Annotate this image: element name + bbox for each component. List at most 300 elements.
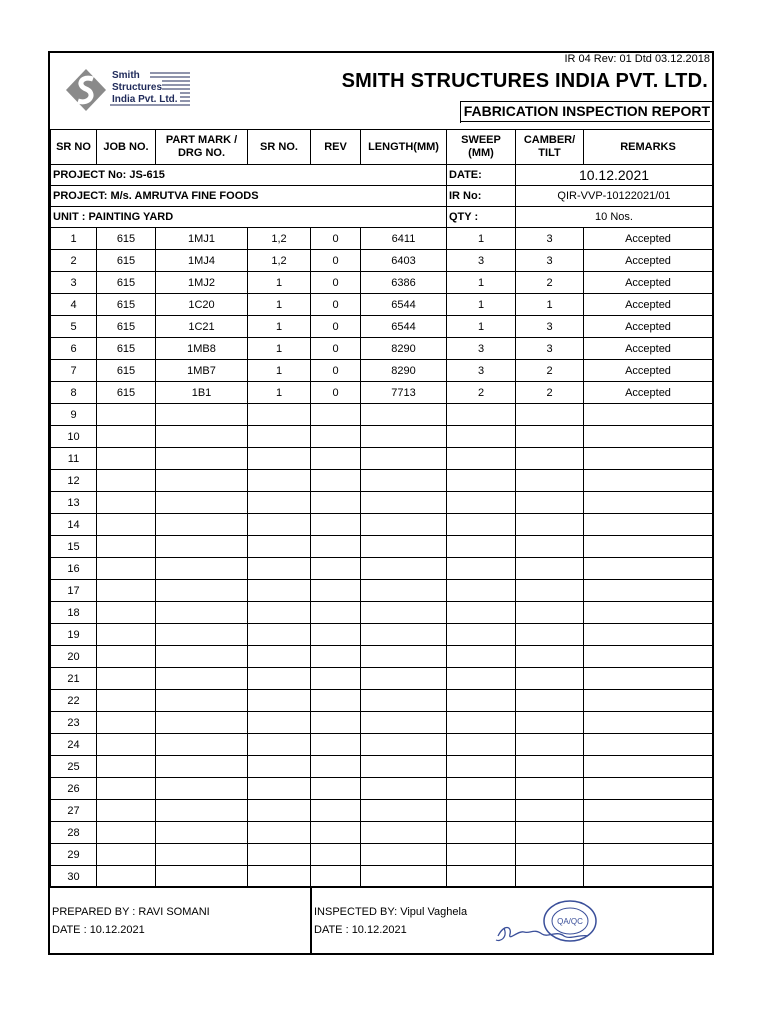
table-row bbox=[51, 756, 713, 778]
table-cell bbox=[248, 844, 311, 866]
table-cell bbox=[516, 712, 584, 734]
table-row bbox=[51, 558, 713, 580]
table-cell bbox=[516, 602, 584, 624]
table-cell bbox=[447, 844, 516, 866]
table-cell bbox=[248, 756, 311, 778]
column-header-line: TILT bbox=[538, 147, 561, 159]
table-cell bbox=[156, 580, 248, 602]
table-cell bbox=[447, 624, 516, 646]
table-cell bbox=[361, 624, 447, 646]
table-row bbox=[51, 602, 713, 624]
table-header-row bbox=[51, 130, 713, 165]
table-cell bbox=[156, 690, 248, 712]
table-cell bbox=[584, 558, 713, 580]
table-cell bbox=[516, 404, 584, 426]
table-cell bbox=[584, 866, 713, 888]
table-cell bbox=[447, 866, 516, 888]
table-cell bbox=[361, 866, 447, 888]
table-cell: 615 bbox=[97, 316, 156, 338]
table-cell bbox=[156, 668, 248, 690]
table-cell: 6386 bbox=[361, 272, 447, 294]
table-cell: 1B1 bbox=[156, 382, 248, 404]
table-cell bbox=[516, 624, 584, 646]
table-cell bbox=[97, 712, 156, 734]
table-cell: 18 bbox=[51, 602, 97, 624]
table-cell bbox=[516, 536, 584, 558]
table-cell bbox=[156, 646, 248, 668]
table-cell: 28 bbox=[51, 822, 97, 844]
table-cell bbox=[584, 712, 713, 734]
table-cell bbox=[447, 646, 516, 668]
table-cell bbox=[248, 646, 311, 668]
table-cell: 1MB8 bbox=[156, 338, 248, 360]
table-row bbox=[51, 382, 713, 404]
table-cell bbox=[97, 470, 156, 492]
table-cell bbox=[311, 734, 361, 756]
table-cell: 3 bbox=[447, 338, 516, 360]
table-cell bbox=[248, 778, 311, 800]
table-cell bbox=[156, 536, 248, 558]
logo-line: Smith bbox=[112, 70, 140, 81]
table-cell bbox=[311, 822, 361, 844]
table-cell bbox=[447, 470, 516, 492]
table-cell: 1 bbox=[516, 294, 584, 316]
table-cell bbox=[584, 800, 713, 822]
table-cell bbox=[248, 602, 311, 624]
table-cell: 9 bbox=[51, 404, 97, 426]
table-cell bbox=[361, 536, 447, 558]
column-header-line: SR NO. bbox=[260, 140, 298, 153]
table-cell: 6544 bbox=[361, 294, 447, 316]
company-name: SMITH STRUCTURES INDIA PVT. LTD. bbox=[341, 70, 708, 92]
column-header-line: REMARKS bbox=[620, 140, 676, 153]
table-cell: 615 bbox=[97, 382, 156, 404]
table-cell bbox=[311, 646, 361, 668]
table-cell bbox=[447, 492, 516, 514]
table-cell bbox=[311, 690, 361, 712]
table-cell bbox=[97, 536, 156, 558]
table-cell bbox=[97, 602, 156, 624]
table-cell bbox=[447, 558, 516, 580]
table-cell bbox=[447, 514, 516, 536]
table-cell bbox=[156, 558, 248, 580]
table-cell: 22 bbox=[51, 690, 97, 712]
table-cell: 2 bbox=[516, 382, 584, 404]
table-row bbox=[51, 404, 713, 426]
table-cell bbox=[97, 624, 156, 646]
table-cell bbox=[447, 734, 516, 756]
table-cell: 16 bbox=[51, 558, 97, 580]
table-cell bbox=[584, 822, 713, 844]
table-cell: 0 bbox=[311, 360, 361, 382]
table-cell bbox=[584, 646, 713, 668]
table-cell: Accepted bbox=[584, 316, 713, 338]
inspection-table bbox=[50, 129, 713, 888]
table-cell: 0 bbox=[311, 228, 361, 250]
table-cell bbox=[447, 448, 516, 470]
table-cell: Accepted bbox=[584, 382, 713, 404]
table-cell bbox=[156, 404, 248, 426]
table-row bbox=[51, 624, 713, 646]
table-cell bbox=[311, 756, 361, 778]
unit-name: UNIT : PAINTING YARD bbox=[51, 207, 447, 228]
column-header-line: SR NO bbox=[56, 140, 91, 153]
table-cell: 1MB7 bbox=[156, 360, 248, 382]
stamp-text: QA/QC bbox=[557, 917, 583, 926]
table-cell bbox=[584, 690, 713, 712]
table-cell bbox=[584, 778, 713, 800]
table-cell bbox=[248, 580, 311, 602]
table-row bbox=[51, 580, 713, 602]
table-cell bbox=[311, 602, 361, 624]
table-cell bbox=[311, 668, 361, 690]
table-cell: 4 bbox=[51, 294, 97, 316]
table-cell bbox=[361, 514, 447, 536]
table-cell: 24 bbox=[51, 734, 97, 756]
table-cell bbox=[156, 426, 248, 448]
project-name: PROJECT: M/s. AMRUTVA FINE FOODS bbox=[51, 186, 447, 207]
table-cell bbox=[516, 734, 584, 756]
table-cell bbox=[516, 668, 584, 690]
table-cell bbox=[156, 602, 248, 624]
column-header-line: PART MARK / bbox=[165, 134, 238, 146]
project-number: PROJECT No: JS-615 bbox=[51, 165, 447, 186]
table-row bbox=[51, 712, 713, 734]
table-cell: 29 bbox=[51, 844, 97, 866]
table-cell bbox=[361, 646, 447, 668]
table-cell bbox=[311, 404, 361, 426]
qty-value: 10 Nos. bbox=[516, 207, 713, 228]
table-cell bbox=[311, 470, 361, 492]
table-cell bbox=[156, 756, 248, 778]
table-row bbox=[51, 338, 713, 360]
table-cell bbox=[248, 558, 311, 580]
table-cell bbox=[311, 712, 361, 734]
table-cell bbox=[156, 470, 248, 492]
table-cell bbox=[156, 712, 248, 734]
table-cell bbox=[311, 624, 361, 646]
table-cell: 6411 bbox=[361, 228, 447, 250]
prepared-by: PREPARED BY : RAVI SOMANI bbox=[52, 906, 210, 918]
table-cell bbox=[97, 866, 156, 888]
table-cell bbox=[447, 756, 516, 778]
table-cell bbox=[447, 690, 516, 712]
table-cell: 0 bbox=[311, 316, 361, 338]
table-cell bbox=[311, 426, 361, 448]
table-cell bbox=[156, 822, 248, 844]
table-cell bbox=[248, 492, 311, 514]
table-row bbox=[51, 448, 713, 470]
table-cell bbox=[97, 448, 156, 470]
table-cell bbox=[361, 404, 447, 426]
table-row bbox=[51, 316, 713, 338]
table-row bbox=[51, 734, 713, 756]
table-cell bbox=[361, 580, 447, 602]
table-cell bbox=[248, 404, 311, 426]
table-cell bbox=[156, 734, 248, 756]
table-cell: 1 bbox=[447, 228, 516, 250]
date-label: DATE: bbox=[447, 165, 516, 186]
table-cell bbox=[584, 426, 713, 448]
table-cell bbox=[248, 822, 311, 844]
table-row bbox=[51, 492, 713, 514]
column-header-line: SWEEP bbox=[461, 134, 501, 146]
table-cell bbox=[584, 470, 713, 492]
table-cell bbox=[156, 800, 248, 822]
table-cell bbox=[248, 800, 311, 822]
inspection-report-sheet bbox=[48, 51, 714, 955]
table-cell bbox=[248, 514, 311, 536]
table-cell bbox=[584, 448, 713, 470]
table-cell: 615 bbox=[97, 272, 156, 294]
table-row bbox=[51, 514, 713, 536]
table-row bbox=[51, 360, 713, 382]
table-row bbox=[51, 646, 713, 668]
table-cell bbox=[311, 580, 361, 602]
table-row bbox=[51, 778, 713, 800]
table-cell bbox=[516, 844, 584, 866]
table-cell: 5 bbox=[51, 316, 97, 338]
table-cell bbox=[361, 800, 447, 822]
table-cell: 11 bbox=[51, 448, 97, 470]
table-cell bbox=[361, 470, 447, 492]
table-cell: 10 bbox=[51, 426, 97, 448]
table-cell: 0 bbox=[311, 294, 361, 316]
table-cell: 1,2 bbox=[248, 228, 311, 250]
table-cell: 13 bbox=[51, 492, 97, 514]
table-cell bbox=[516, 448, 584, 470]
table-cell bbox=[516, 690, 584, 712]
table-cell bbox=[516, 800, 584, 822]
table-cell: 1 bbox=[248, 338, 311, 360]
table-cell: 7 bbox=[51, 360, 97, 382]
table-cell: 23 bbox=[51, 712, 97, 734]
table-row bbox=[51, 668, 713, 690]
table-cell bbox=[447, 800, 516, 822]
table-row bbox=[51, 470, 713, 492]
company-logo bbox=[60, 63, 190, 117]
table-cell bbox=[584, 514, 713, 536]
table-cell: 6544 bbox=[361, 316, 447, 338]
table-cell bbox=[516, 580, 584, 602]
table-cell bbox=[361, 492, 447, 514]
table-cell bbox=[97, 580, 156, 602]
table-cell bbox=[248, 712, 311, 734]
report-title-underline bbox=[461, 121, 710, 122]
table-cell: 1 bbox=[51, 228, 97, 250]
table-cell bbox=[584, 602, 713, 624]
table-cell: 2 bbox=[447, 382, 516, 404]
column-header-length bbox=[361, 130, 447, 165]
column-header-line: DRG NO. bbox=[177, 147, 226, 159]
table-cell: 3 bbox=[51, 272, 97, 294]
table-cell bbox=[248, 624, 311, 646]
table-cell bbox=[361, 844, 447, 866]
table-cell bbox=[516, 514, 584, 536]
table-cell: 1 bbox=[248, 294, 311, 316]
inspected-date: DATE : 10.12.2021 bbox=[314, 924, 407, 936]
table-cell bbox=[516, 866, 584, 888]
table-cell bbox=[361, 448, 447, 470]
table-cell bbox=[248, 536, 311, 558]
table-cell bbox=[97, 800, 156, 822]
table-cell bbox=[156, 624, 248, 646]
column-header-sr-no bbox=[51, 130, 97, 165]
table-cell: 3 bbox=[516, 316, 584, 338]
table-cell bbox=[447, 404, 516, 426]
table-cell: Accepted bbox=[584, 338, 713, 360]
inspected-by: INSPECTED BY: Vipul Vaghela bbox=[314, 906, 468, 918]
table-cell: 3 bbox=[447, 360, 516, 382]
table-row bbox=[51, 822, 713, 844]
table-cell bbox=[97, 778, 156, 800]
table-cell bbox=[97, 668, 156, 690]
table-cell: 615 bbox=[97, 250, 156, 272]
table-cell bbox=[447, 668, 516, 690]
table-cell bbox=[248, 470, 311, 492]
table-cell bbox=[97, 690, 156, 712]
table-cell bbox=[156, 844, 248, 866]
table-cell bbox=[516, 756, 584, 778]
table-cell bbox=[516, 426, 584, 448]
table-cell bbox=[248, 426, 311, 448]
ir-value: QIR-VVP-10122021/01 bbox=[516, 186, 713, 207]
table-cell: 0 bbox=[311, 250, 361, 272]
table-cell bbox=[361, 778, 447, 800]
column-header-sweep bbox=[447, 130, 516, 165]
table-cell: 3 bbox=[516, 228, 584, 250]
table-cell bbox=[584, 734, 713, 756]
table-cell bbox=[97, 822, 156, 844]
table-row bbox=[51, 426, 713, 448]
column-header-line: JOB NO. bbox=[103, 140, 149, 153]
table-row bbox=[51, 294, 713, 316]
table-cell: 1 bbox=[248, 316, 311, 338]
table-cell: 1 bbox=[447, 272, 516, 294]
column-header-rev bbox=[311, 130, 361, 165]
table-cell: 20 bbox=[51, 646, 97, 668]
table-cell: Accepted bbox=[584, 250, 713, 272]
table-cell: 27 bbox=[51, 800, 97, 822]
qa-qc-stamp-with-signature bbox=[490, 894, 618, 952]
table-cell bbox=[584, 580, 713, 602]
table-cell bbox=[584, 404, 713, 426]
table-cell bbox=[516, 778, 584, 800]
table-cell bbox=[97, 558, 156, 580]
table-cell: 1 bbox=[248, 272, 311, 294]
table-cell: 615 bbox=[97, 360, 156, 382]
table-cell: 26 bbox=[51, 778, 97, 800]
table-cell bbox=[311, 800, 361, 822]
table-cell: 1 bbox=[248, 382, 311, 404]
table-cell bbox=[361, 426, 447, 448]
table-cell: 14 bbox=[51, 514, 97, 536]
table-row bbox=[51, 536, 713, 558]
column-header-remarks bbox=[584, 130, 713, 165]
table-cell bbox=[156, 866, 248, 888]
table-cell bbox=[97, 404, 156, 426]
table-cell bbox=[97, 514, 156, 536]
table-cell: 12 bbox=[51, 470, 97, 492]
table-cell bbox=[311, 536, 361, 558]
table-row bbox=[51, 844, 713, 866]
signature-footer bbox=[50, 886, 712, 955]
table-cell bbox=[584, 536, 713, 558]
table-cell bbox=[516, 822, 584, 844]
table-cell: Accepted bbox=[584, 294, 713, 316]
column-header-camber bbox=[516, 130, 584, 165]
table-cell: 1 bbox=[447, 294, 516, 316]
table-cell bbox=[447, 426, 516, 448]
table-cell: 2 bbox=[51, 250, 97, 272]
table-cell bbox=[447, 712, 516, 734]
table-cell bbox=[311, 558, 361, 580]
table-cell: Accepted bbox=[584, 272, 713, 294]
table-cell bbox=[361, 690, 447, 712]
table-cell bbox=[156, 492, 248, 514]
table-cell: 6403 bbox=[361, 250, 447, 272]
date-value: 10.12.2021 bbox=[516, 165, 713, 186]
table-cell: 8 bbox=[51, 382, 97, 404]
table-row bbox=[51, 250, 713, 272]
table-cell bbox=[361, 602, 447, 624]
table-cell: 19 bbox=[51, 624, 97, 646]
table-cell: 1MJ2 bbox=[156, 272, 248, 294]
column-header-line: CAMBER/ bbox=[523, 134, 576, 146]
table-cell: 25 bbox=[51, 756, 97, 778]
table-cell bbox=[311, 492, 361, 514]
table-cell bbox=[97, 734, 156, 756]
table-cell: 615 bbox=[97, 338, 156, 360]
table-cell: 1C21 bbox=[156, 316, 248, 338]
table-cell bbox=[311, 866, 361, 888]
table-cell: 21 bbox=[51, 668, 97, 690]
table-cell: Accepted bbox=[584, 360, 713, 382]
prepared-date: DATE : 10.12.2021 bbox=[52, 924, 145, 936]
table-cell: 1 bbox=[248, 360, 311, 382]
table-cell bbox=[447, 822, 516, 844]
table-cell: 15 bbox=[51, 536, 97, 558]
table-cell: Accepted bbox=[584, 228, 713, 250]
table-cell bbox=[248, 690, 311, 712]
report-title: FABRICATION INSPECTION REPORT bbox=[463, 103, 710, 119]
column-header-job-no bbox=[97, 130, 156, 165]
table-cell bbox=[447, 536, 516, 558]
table-cell bbox=[447, 580, 516, 602]
table-row bbox=[51, 800, 713, 822]
table-cell: 1,2 bbox=[248, 250, 311, 272]
table-cell bbox=[584, 756, 713, 778]
table-cell: 1MJ4 bbox=[156, 250, 248, 272]
prepared-section bbox=[50, 888, 312, 955]
table-cell: 1 bbox=[447, 316, 516, 338]
table-cell bbox=[584, 492, 713, 514]
table-row bbox=[51, 272, 713, 294]
column-header-part-mark bbox=[156, 130, 248, 165]
table-cell bbox=[361, 734, 447, 756]
table-cell: 1C20 bbox=[156, 294, 248, 316]
table-cell: 30 bbox=[51, 866, 97, 888]
table-cell: 8290 bbox=[361, 338, 447, 360]
table-cell bbox=[516, 558, 584, 580]
table-cell: 3 bbox=[447, 250, 516, 272]
table-cell bbox=[97, 844, 156, 866]
qty-label: QTY : bbox=[447, 207, 516, 228]
table-row bbox=[51, 866, 713, 888]
table-cell bbox=[311, 448, 361, 470]
logo-line: Structures bbox=[112, 82, 163, 93]
column-header-sr-no-2 bbox=[248, 130, 311, 165]
